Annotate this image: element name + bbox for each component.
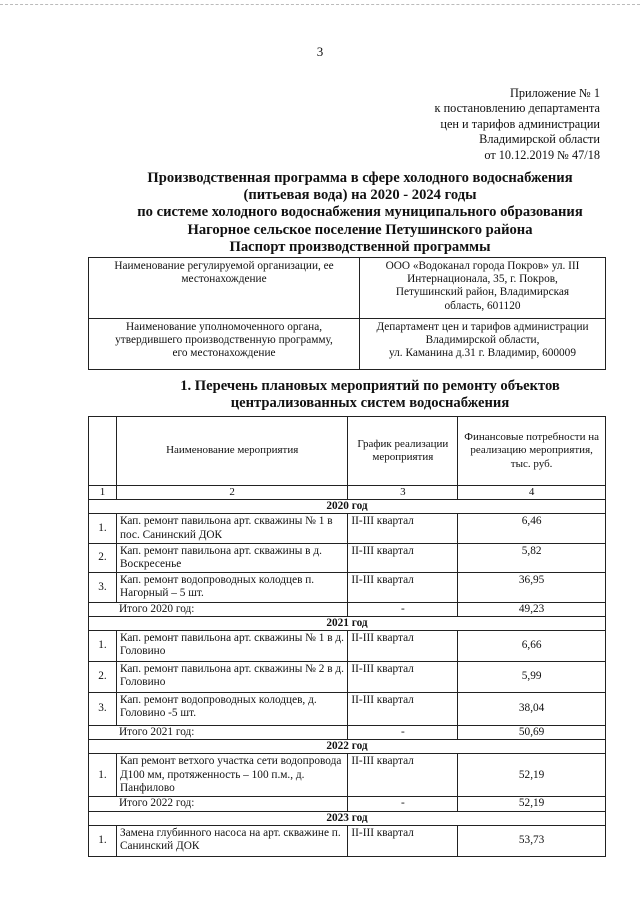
passport-label: Наименование регулируемой организации, ее местонахождение (89, 258, 360, 319)
total-row-2022: Итого 2022 год: - 52,19 (89, 797, 606, 811)
table-header-row (89, 417, 606, 486)
table-row: 1. Кап ремонт ветхого участка сети водопровода Д100 мм, протяженность – 100 п.м., д. Панфилово II-III квартал 52,19 (89, 754, 606, 797)
year-row-2021: 2021 год (89, 616, 606, 630)
table-row: 1. Кап. ремонт павильона арт. скважины № 1 в пос. Санинский ДОК II-III квартал 6,46 (89, 514, 606, 543)
table-row: 3. Кап. ремонт водопроводных колодцев п. Нагорный – 5 шт. II-III квартал 36,95 (89, 573, 606, 602)
section-heading: 1. Перечень плановых мероприятий по ремонту объектов централизованных систем водоснабжения (180, 378, 560, 411)
passport-value: ООО «Водоканал города Покров» ул. III Интернационала, 35, г. Покров, Петушинский район, Владимирская область, 601120 (360, 258, 606, 319)
title-line: (питьевая вода) на 2020 - 2024 годы (243, 187, 477, 204)
title-line: Нагорное сельское поселение Петушинского района (187, 221, 533, 238)
passport-row-authority (89, 319, 606, 370)
total-row-2020: Итого 2020 год: - 49,23 (89, 602, 606, 616)
passport-row-organization (89, 258, 606, 319)
year-row-2020: 2020 год (89, 500, 606, 514)
year-row-2023: 2023 год (89, 811, 606, 825)
table-row: 2. Кап. ремонт павильона арт. скважины в д. Воскресенье II-III квартал 5,82 (89, 543, 606, 572)
passport-table (88, 257, 606, 370)
table-row: 1. Кап. ремонт павильона арт. скважины № 1 в д. Головино II-III квартал 6,66 (89, 631, 606, 662)
title-line: по системе холодного водоснабжения муниципального образования (137, 204, 583, 221)
appendix-line: Приложение № 1 (509, 86, 600, 100)
total-row-2021: Итого 2021 год: - 50,69 (89, 726, 606, 740)
appendix-line: Владимирской области (479, 132, 600, 147)
header-cell-number (89, 417, 117, 486)
header-cell-finance: Финансовые потребности на реализацию мероприятия, тыс. руб. (458, 417, 606, 486)
title-line: Паспорт производственной программы (229, 238, 491, 255)
table-row: 2. Кап. ремонт павильона арт. скважины № 2 в д. Головино II-III квартал 5,99 (89, 662, 606, 693)
appendix-line: цен и тарифов администрации (440, 116, 600, 131)
appendix-line: от 10.12.2019 № 47/18 (484, 147, 600, 162)
appendix-reference (395, 86, 600, 163)
plan-table (88, 416, 606, 857)
top-dashed-rule (0, 4, 640, 5)
document-title (80, 170, 640, 256)
passport-label: Наименование уполномоченного органа, утвердившего производственную программу, его местонахождение (89, 319, 360, 370)
page-number: 3 (316, 44, 324, 59)
table-row: 3. Кап. ремонт водопроводных колодцев, д. Головино -5 шт. II-III квартал 38,04 (89, 693, 606, 726)
table-row: 1. Замена глубинного насоса на арт. скважине п. Санинский ДОК II-III квартал 53,73 (89, 825, 606, 856)
passport-value: Департамент цен и тарифов администрации Владимирской области, ул. Каманина д.31 г. Владимир, 600009 (360, 319, 606, 370)
header-cell-schedule: График реализации мероприятия (348, 417, 458, 486)
header-cell-name: Наименование мероприятия (116, 417, 347, 486)
appendix-line: к постановлению департамента (434, 101, 600, 116)
column-index-row: 1 2 3 4 (89, 486, 606, 500)
title-line: Производственная программа в сфере холодного водоснабжения (147, 170, 573, 186)
year-row-2022: 2022 год (89, 740, 606, 754)
